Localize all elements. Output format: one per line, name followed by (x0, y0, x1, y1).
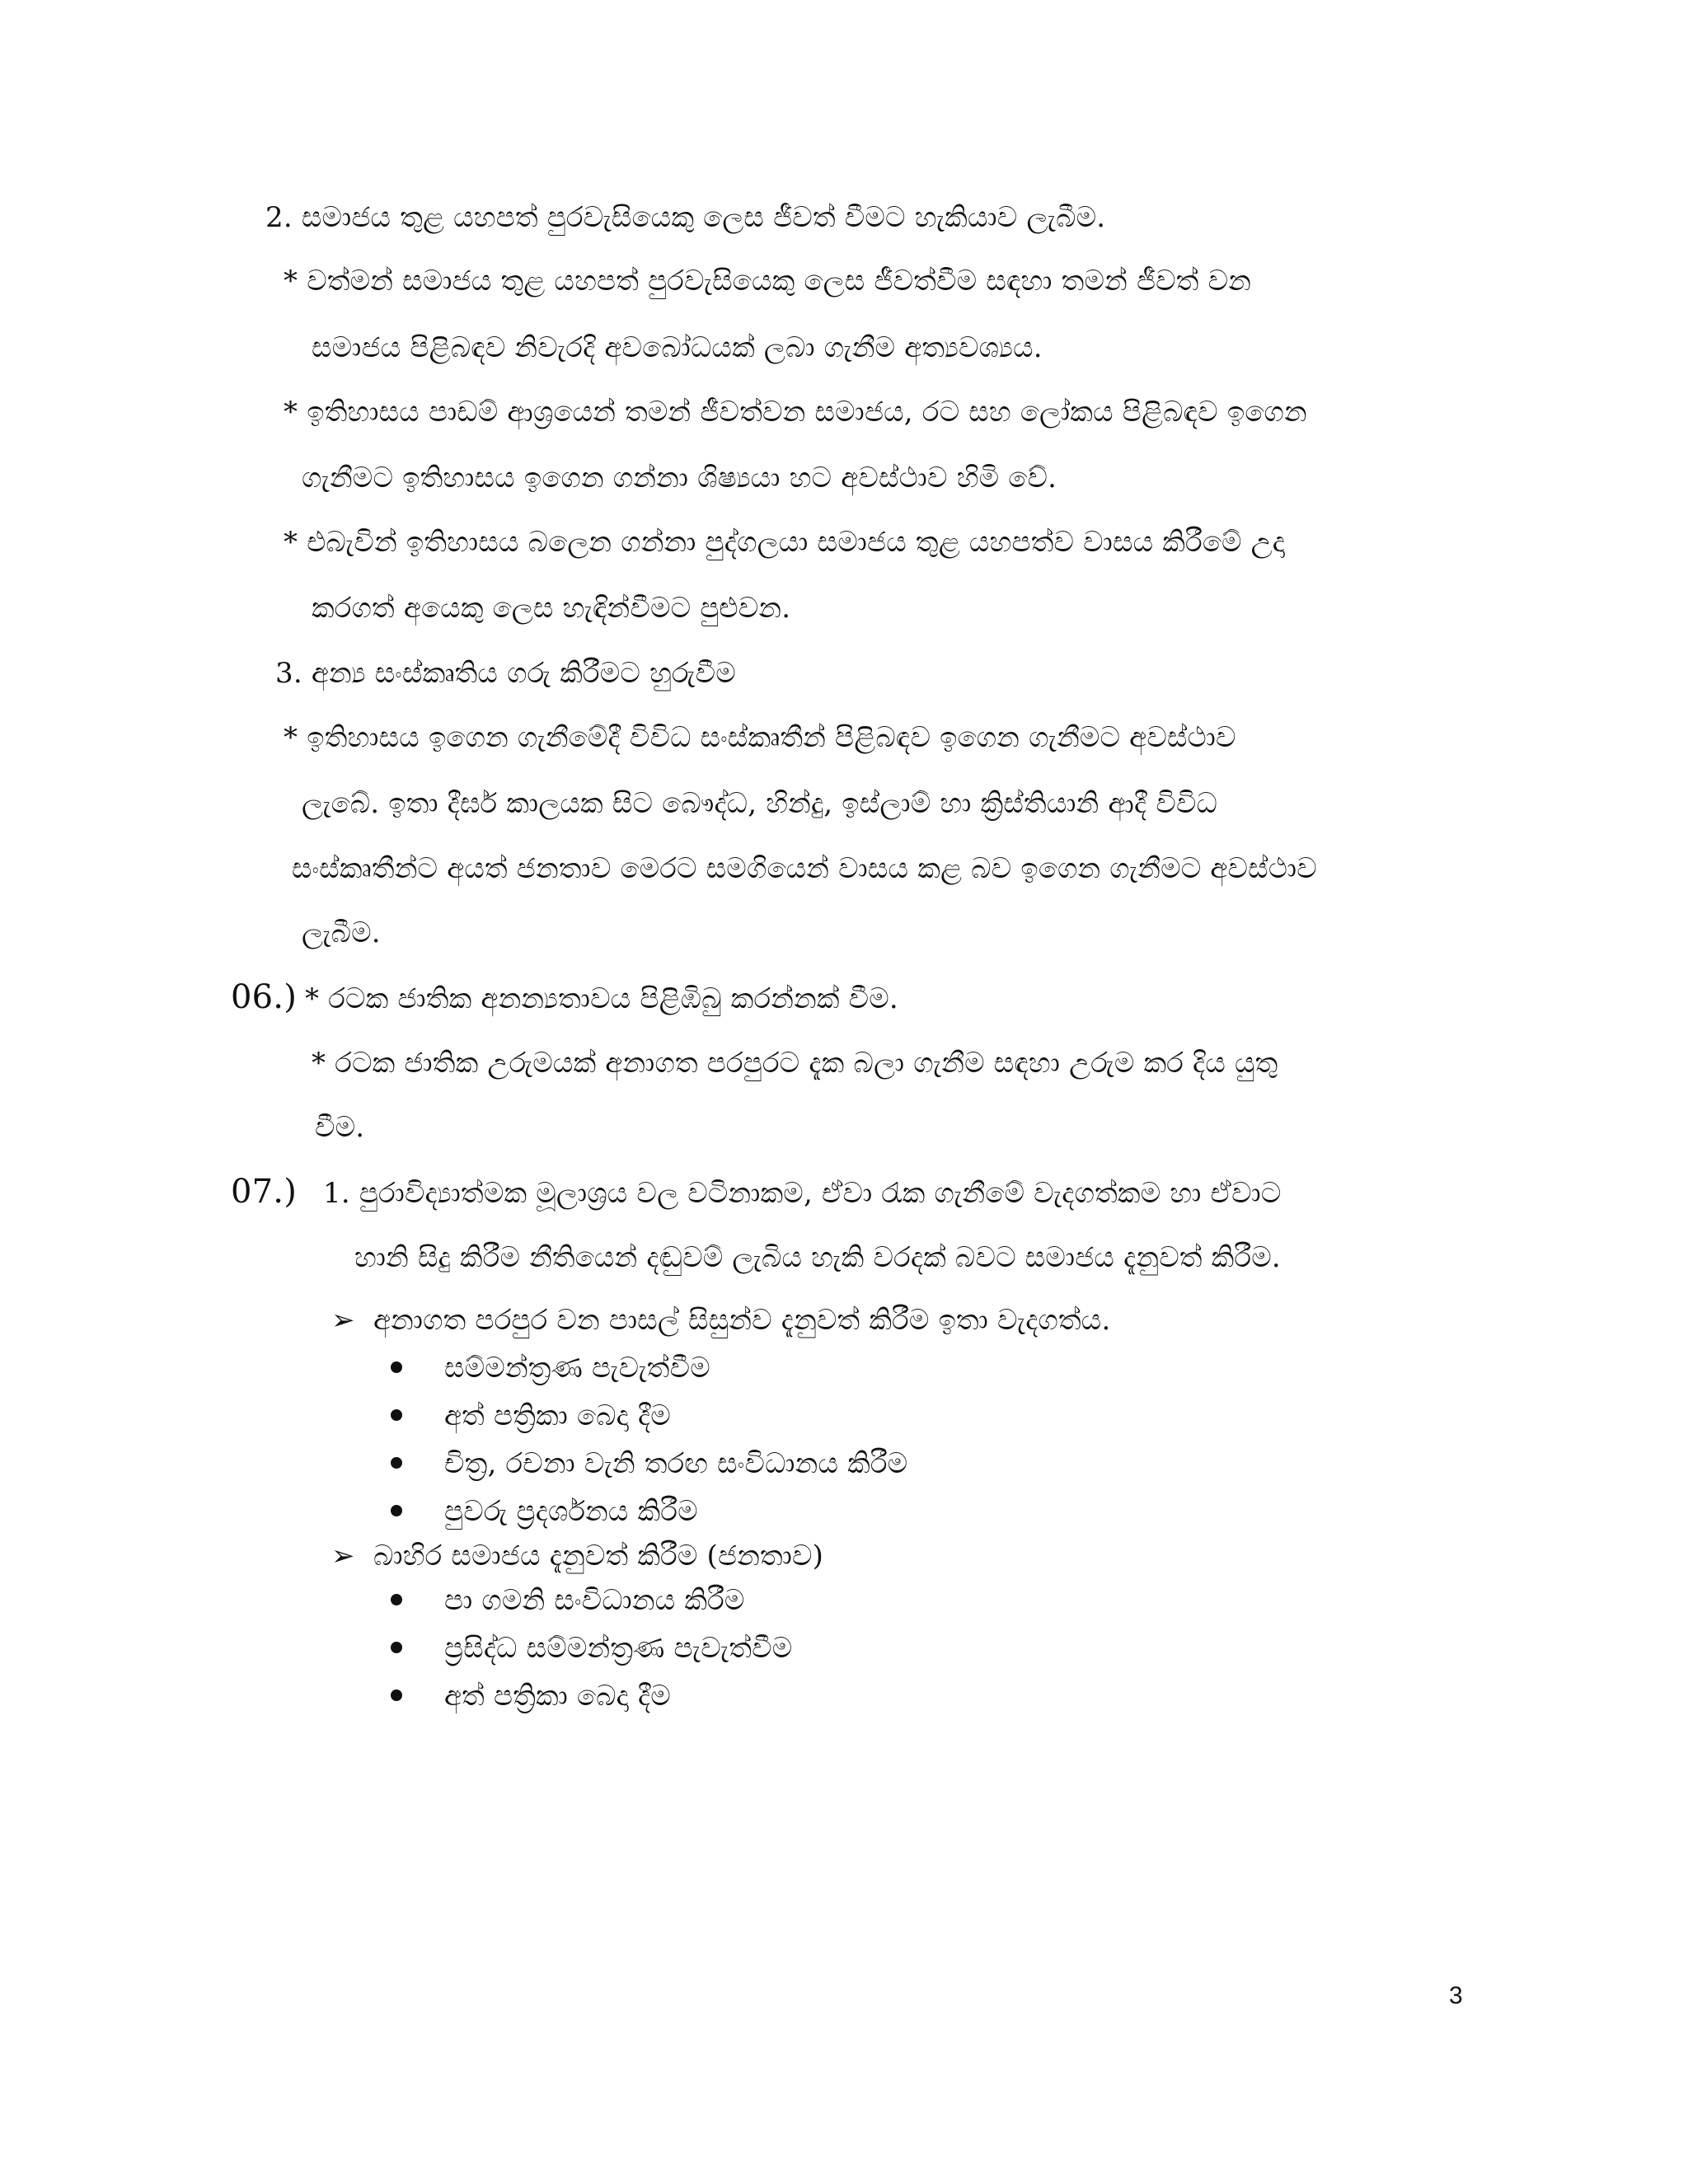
arrow-item-2-text: බාහිර සමාජය දැනුවත් කිරීම (ජනතාව) (373, 1540, 824, 1572)
arrow-bullet-icon: ➢ (331, 1540, 355, 1572)
arrow-1-bullet-2 (391, 1398, 671, 1434)
item-2-bullet-3-line-1: * එබැවින් ඉතිහාසය බලෙන ගන්නා පුද්ගලයා සමාජය තුළ යහපත්ව වාසය කිරීමේ උදා (284, 526, 1286, 559)
item-2-title-text: 2. සමාජය තුළ යහපත් පුරවැසියෙකු ලෙස ජීවත් වීමට හැකියාව ලැබීම. (265, 201, 1106, 234)
arrow-2-bullet-3 (391, 1678, 671, 1714)
item-2-bullet-1-line-1: * වත්මන් සමාජය තුළ යහපත් පුරවැසියෙකු ලෙස ජීවත්වීම සඳහා තමන් ජීවත් වන (284, 265, 1252, 298)
arrow-item-2 (331, 1538, 823, 1574)
bullet-dot-icon (391, 1409, 402, 1421)
bullet-dot-icon (391, 1594, 402, 1605)
question-06-bullet-1: * රටක ජාතික අනන්‍යතාවය පිළිඹිබු කරන්නක් වීම. (305, 982, 898, 1015)
question-07-item-1-line-1: 1. පුරාවිද්‍යාත්මක මූලාශ්‍රය වල වටිනාකම, ඒවා රැක ගැනීමේ වැදගත්කම හා ඒවාට (323, 1177, 1282, 1210)
item-3-bullet-1-line-3: සංස්කෘතීන්ට අයත් ජනතාව මෙරට සමගියෙන් වාසය කළ බව ඉගෙන ගැනීමට අවස්ථාව (292, 852, 1317, 885)
arrow-2-bullet-2 (391, 1630, 792, 1666)
question-06-bullet-2-line-2: වීම. (315, 1111, 365, 1144)
bullet-dot-icon (391, 1642, 402, 1653)
question-07-number: 07.) (231, 1173, 298, 1211)
arrow-1-bullet-1-text: සම්මන්ත්‍රණ පැවැත්වීම (444, 1352, 710, 1385)
item-3-bullet-1-line-1: * ඉතිහාසය ඉගෙන ගැනීමේදී විවිධ සංස්කෘතීන් පිළිබඳව ඉගෙන ගැනීමට අවස්ථාව (284, 721, 1236, 754)
arrow-1-bullet-1 (391, 1350, 710, 1386)
arrow-2-bullet-3-text: අත් පත්‍රිකා බෙදා දීම (444, 1680, 671, 1713)
arrow-2-bullet-1-text: පා ගමනි සංවිධානය කිරීම (444, 1584, 745, 1617)
arrow-1-bullet-3 (391, 1446, 907, 1482)
item-3-bullet-1-line-2: ලැබේ. ඉතා දීර්ඝ කාලයක සිට බෞද්ධ, හින්දු, ඉස්ලාම් හා ක්‍රිස්තියානි ආදී විවිධ (302, 787, 1218, 820)
item-3-bullet-1-line-4: ලැබීම. (302, 916, 381, 949)
item-2-bullet-1-line-2: සමාජය පිළිබඳව නිවැරදි අවබෝධයක් ලබා ගැනීම අත්‍යවශ්‍යය. (312, 331, 1043, 364)
bullet-dot-icon (391, 1457, 402, 1469)
arrow-1-bullet-3-text: චිත්‍ර, රචනා වැනි තරඟ සංවිධානය කිරීම (444, 1447, 908, 1480)
page-number: 3 (1449, 1982, 1463, 2009)
bullet-dot-icon (391, 1361, 402, 1373)
question-07-item-1-line-2: හානි සිදු කිරීම නීතියෙන් දඬුවම් ලැබිය හැකි වරදක් බවට සමාජය දැනුවත් කිරීම. (354, 1241, 1281, 1274)
bullet-dot-icon (391, 1690, 402, 1701)
item-2-bullet-2-line-2: ගැනීමට ඉතිහාසය ඉගෙන ගන්නා ශිෂ්‍යයා හට අවස්ථාව හිමි වේ. (302, 462, 1057, 494)
arrow-1-bullet-4-text: පුවරු ප්‍රදර්ශනය කිරීම (444, 1495, 698, 1528)
item-3-title: 3. අන්‍ය සංස්කෘතිය ගරු කිරීමට හුරුවීම (275, 657, 736, 690)
arrow-2-bullet-2-text: ප්‍රසිද්ධ සම්මන්ත්‍රණ පැවැත්වීම (444, 1632, 793, 1665)
item-2-title (265, 199, 1105, 236)
item-2-bullet-2-line-1: * ඉතිහාසය පාඩම් ආශ්‍රයෙන් තමන් ජීවත්වන සමාජය, රට සහ ලෝකය පිළිබඳව ඉගෙන (284, 396, 1307, 429)
arrow-item-1 (331, 1302, 1110, 1338)
arrow-item-1-text: අනාගත පරපුර වන පාසල් සිසුන්ව දැනුවත් කිරීම ඉතා වැදගත්ය. (373, 1304, 1111, 1337)
item-2-bullet-3-line-2: කරගත් අයෙකු ලෙස හැඳින්වීමට පුළුවන. (312, 592, 791, 625)
arrow-2-bullet-1 (391, 1582, 745, 1619)
arrow-bullet-icon: ➢ (331, 1304, 355, 1337)
question-06-number: 06.) (231, 978, 298, 1016)
bullet-dot-icon (391, 1505, 402, 1516)
question-06-bullet-2-line-1: * රටක ජාතික උරුමයක් අනාගත පරපුරට දැක බලා ගැනීම සඳහා උරුම කර දිය යුතු (312, 1047, 1278, 1080)
arrow-1-bullet-4 (391, 1493, 698, 1530)
arrow-1-bullet-2-text: අත් පත්‍රිකා බෙදා දීම (444, 1399, 671, 1432)
